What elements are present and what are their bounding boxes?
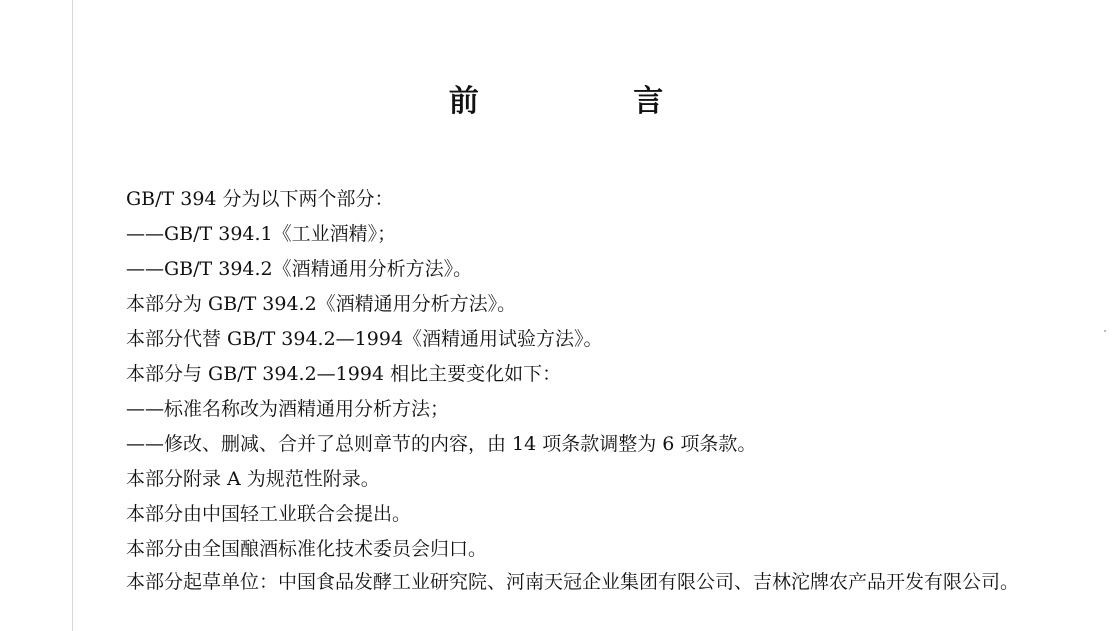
paragraph-parts-intro: GB/T 394 分为以下两个部分：	[126, 188, 394, 210]
paragraph-changes-intro: 本部分与 GB/T 394.2—1994 相比主要变化如下：	[126, 363, 562, 385]
paragraph-proposed-by: 本部分由中国轻工业联合会提出。	[126, 503, 412, 525]
paragraph-change-name: ——标准名称改为酒精通用分析方法；	[126, 398, 450, 420]
scan-speck	[1104, 330, 1106, 332]
paragraph-appendix: 本部分附录 A 为规范性附录。	[126, 468, 380, 490]
paragraph-replaces: 本部分代替 GB/T 394.2—1994《酒精通用试验方法》。	[126, 328, 603, 350]
paragraph-this-part: 本部分为 GB/T 394.2《酒精通用分析方法》。	[126, 293, 517, 315]
paragraph-part-2: ——GB/T 394.2《酒精通用分析方法》。	[126, 258, 473, 280]
paragraph-change-clauses: ——修改、删减、合并了总则章节的内容，由 14 项条款调整为 6 项条款。	[126, 433, 757, 455]
paragraph-drafting-units: 本部分起草单位：中国食品发酵工业研究院、河南天冠企业集团有限公司、吉林沱牌农产品开发有限公司。	[126, 571, 1020, 593]
paragraph-managed-by: 本部分由全国酿酒标准化技术委员会归口。	[126, 538, 488, 560]
paragraph-part-1: ——GB/T 394.1《工业酒精》；	[126, 223, 397, 245]
page-title: 前 言	[448, 84, 736, 119]
